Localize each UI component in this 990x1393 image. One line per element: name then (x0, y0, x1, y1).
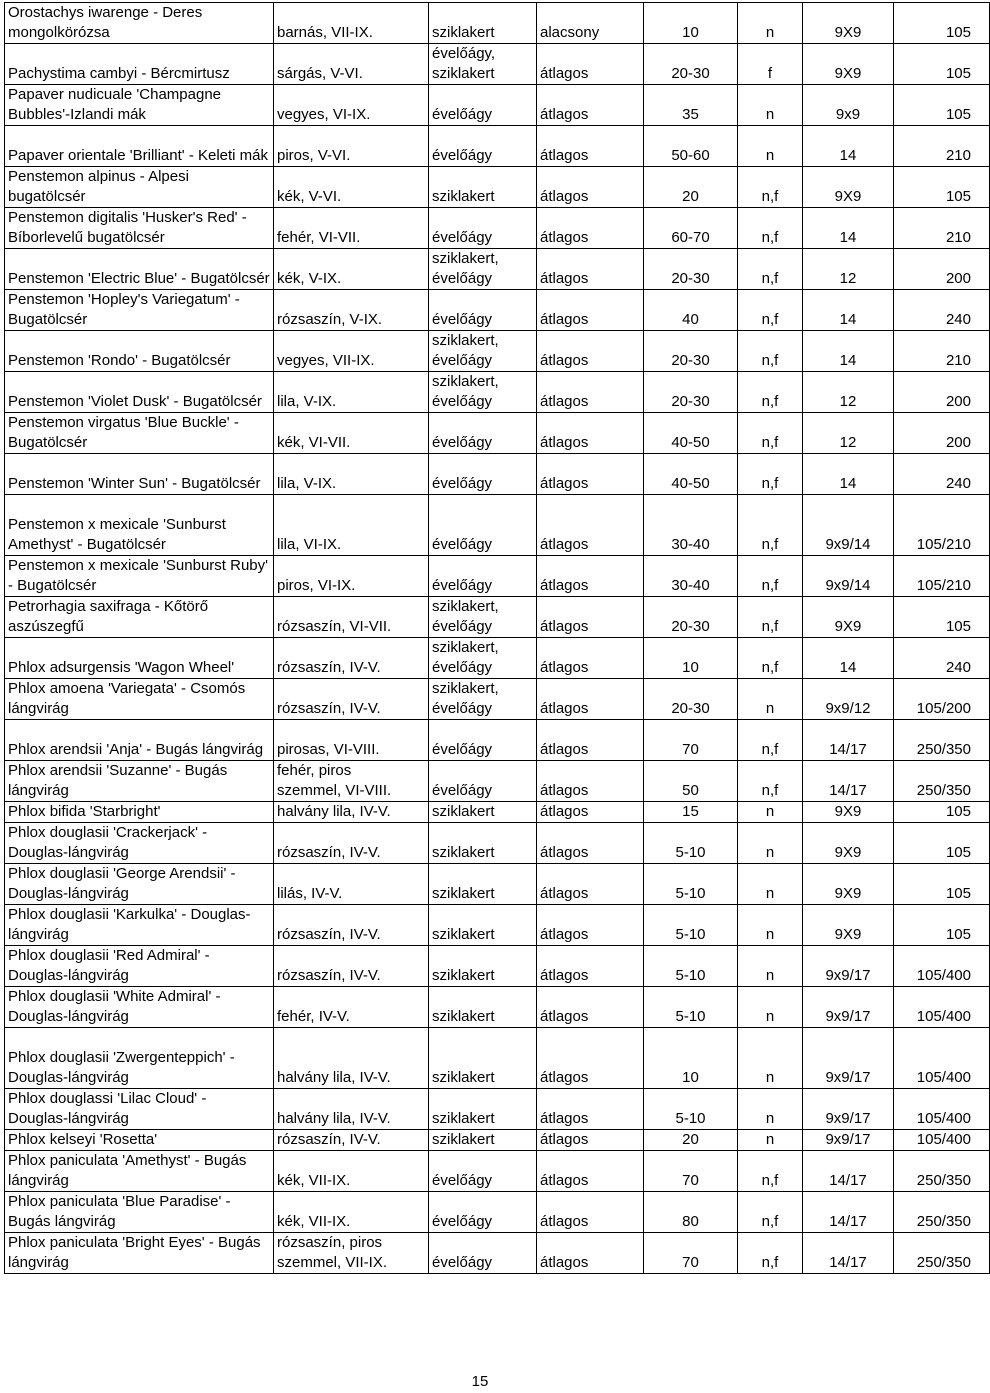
cell-flower-color-period: kék, V-VI. (274, 167, 429, 208)
cell-location: évelőágy (429, 1192, 537, 1233)
cell-pot-size: 12 (803, 372, 894, 413)
cell-price: 200 (894, 372, 990, 413)
cell-water-need: átlagos (537, 85, 644, 126)
cell-plant-name: Penstemon x mexicale 'Sunburst Amethyst' - Bugatölcsér (5, 495, 274, 556)
cell-plant-name: Phlox adsurgensis 'Wagon Wheel' (5, 638, 274, 679)
cell-light: n (738, 946, 803, 987)
cell-flower-color-period: rózsaszín, IV-V. (274, 905, 429, 946)
cell-light: n,f (738, 1192, 803, 1233)
cell-price: 250/350 (894, 1192, 990, 1233)
cell-location: évelőágy (429, 556, 537, 597)
cell-plant-name: Papaver orientale 'Brilliant' - Keleti mák (5, 126, 274, 167)
cell-water-need: átlagos (537, 167, 644, 208)
cell-flower-color-period: rózsaszín, IV-V. (274, 823, 429, 864)
cell-light: n (738, 1028, 803, 1089)
cell-water-need: átlagos (537, 864, 644, 905)
cell-light: n (738, 679, 803, 720)
cell-plant-name: Phlox douglasii 'Crackerjack' - Douglas-lángvirág (5, 823, 274, 864)
cell-light: n,f (738, 290, 803, 331)
cell-light: f (738, 44, 803, 85)
table-row (5, 85, 990, 126)
cell-price: 105/400 (894, 987, 990, 1028)
cell-location: sziklakert, évelőágy (429, 372, 537, 413)
cell-water-need: átlagos (537, 126, 644, 167)
cell-plant-name: Phlox douglassi 'Lilac Cloud' - Douglas-lángvirág (5, 1089, 274, 1130)
cell-flower-color-period: piros, V-VI. (274, 126, 429, 167)
cell-water-need: átlagos (537, 1233, 644, 1274)
cell-light: n,f (738, 556, 803, 597)
cell-plant-name: Phlox douglasii 'George Arendsii' - Douglas-lángvirág (5, 864, 274, 905)
cell-location: évelőágy (429, 1151, 537, 1192)
cell-water-need: alacsony (537, 3, 644, 44)
table-row (5, 290, 990, 331)
cell-water-need: átlagos (537, 290, 644, 331)
cell-flower-color-period: sárgás, V-VI. (274, 44, 429, 85)
cell-pot-size: 14/17 (803, 720, 894, 761)
cell-light: n,f (738, 331, 803, 372)
cell-height: 5-10 (644, 987, 738, 1028)
plant-table (4, 2, 990, 1274)
cell-light: n,f (738, 249, 803, 290)
table-row (5, 167, 990, 208)
cell-water-need: átlagos (537, 208, 644, 249)
cell-location: sziklakert (429, 167, 537, 208)
table-row (5, 905, 990, 946)
cell-flower-color-period: rózsaszín, IV-V. (274, 1130, 429, 1151)
cell-light: n,f (738, 413, 803, 454)
cell-plant-name: Phlox douglasii 'Zwergenteppich' - Douglas-lángvirág (5, 1028, 274, 1089)
cell-location: évelőágy (429, 495, 537, 556)
cell-location: sziklakert, évelőágy (429, 597, 537, 638)
cell-location: sziklakert (429, 1130, 537, 1151)
cell-height: 40-50 (644, 454, 738, 495)
table-row (5, 987, 990, 1028)
cell-height: 20 (644, 167, 738, 208)
cell-height: 70 (644, 720, 738, 761)
cell-plant-name: Penstemon virgatus 'Blue Buckle' - Bugatölcsér (5, 413, 274, 454)
cell-plant-name: Petrorhagia saxifraga - Kőtörő aszúszegfű (5, 597, 274, 638)
cell-price: 105/400 (894, 1089, 990, 1130)
table-row (5, 638, 990, 679)
cell-height: 5-10 (644, 1089, 738, 1130)
cell-height: 20-30 (644, 597, 738, 638)
cell-flower-color-period: vegyes, VII-IX. (274, 331, 429, 372)
cell-plant-name: Penstemon 'Winter Sun' - Bugatölcsér (5, 454, 274, 495)
cell-light: n (738, 1089, 803, 1130)
cell-pot-size: 14 (803, 454, 894, 495)
cell-light: n,f (738, 1151, 803, 1192)
cell-height: 5-10 (644, 864, 738, 905)
cell-pot-size: 9x9/17 (803, 1130, 894, 1151)
cell-height: 50 (644, 761, 738, 802)
table-row (5, 556, 990, 597)
cell-location: sziklakert, évelőágy (429, 679, 537, 720)
cell-price: 105/400 (894, 1028, 990, 1089)
cell-flower-color-period: pirosas, VI-VIII. (274, 720, 429, 761)
cell-flower-color-period: fehér, VI-VII. (274, 208, 429, 249)
cell-pot-size: 9x9/17 (803, 1089, 894, 1130)
cell-flower-color-period: kék, VII-IX. (274, 1151, 429, 1192)
cell-plant-name: Phlox paniculata 'Blue Paradise' - Bugás lángvirág (5, 1192, 274, 1233)
cell-pot-size: 12 (803, 249, 894, 290)
cell-light: n,f (738, 454, 803, 495)
cell-pot-size: 9x9 (803, 85, 894, 126)
cell-light: n (738, 1130, 803, 1151)
cell-water-need: átlagos (537, 638, 644, 679)
cell-pot-size: 9x9/17 (803, 1028, 894, 1089)
cell-pot-size: 14/17 (803, 1151, 894, 1192)
cell-pot-size: 9X9 (803, 3, 894, 44)
cell-height: 40 (644, 290, 738, 331)
cell-flower-color-period: vegyes, VI-IX. (274, 85, 429, 126)
table-row (5, 1192, 990, 1233)
cell-pot-size: 14/17 (803, 1192, 894, 1233)
cell-height: 30-40 (644, 556, 738, 597)
cell-plant-name: Penstemon x mexicale 'Sunburst Ruby' - Bugatölcsér (5, 556, 274, 597)
cell-water-need: átlagos (537, 905, 644, 946)
cell-plant-name: Penstemon alpinus - Alpesi bugatölcsér (5, 167, 274, 208)
cell-height: 70 (644, 1233, 738, 1274)
cell-price: 105 (894, 905, 990, 946)
cell-price: 105/400 (894, 946, 990, 987)
cell-plant-name: Phlox arendsii 'Suzanne' - Bugás lángvirág (5, 761, 274, 802)
cell-height: 10 (644, 1028, 738, 1089)
cell-height: 20-30 (644, 331, 738, 372)
cell-location: évelőágy (429, 454, 537, 495)
cell-price: 105/400 (894, 1130, 990, 1151)
cell-price: 240 (894, 638, 990, 679)
cell-pot-size: 14/17 (803, 761, 894, 802)
cell-location: évelőágy (429, 85, 537, 126)
cell-pot-size: 14 (803, 290, 894, 331)
cell-water-need: átlagos (537, 1192, 644, 1233)
cell-pot-size: 9x9/17 (803, 946, 894, 987)
cell-flower-color-period: rózsaszín, VI-VII. (274, 597, 429, 638)
cell-plant-name: Phlox douglasii 'White Admiral' - Douglas-lángvirág (5, 987, 274, 1028)
cell-price: 250/350 (894, 761, 990, 802)
cell-location: sziklakert, évelőágy (429, 331, 537, 372)
cell-price: 105/200 (894, 679, 990, 720)
plant-table-body (5, 3, 990, 1274)
cell-flower-color-period: lilás, IV-V. (274, 864, 429, 905)
table-row (5, 761, 990, 802)
cell-location: évelőágy (429, 413, 537, 454)
cell-flower-color-period: halvány lila, IV-V. (274, 1089, 429, 1130)
cell-price: 105 (894, 167, 990, 208)
table-row (5, 1089, 990, 1130)
cell-pot-size: 14/17 (803, 1233, 894, 1274)
cell-light: n (738, 864, 803, 905)
cell-pot-size: 9x9/17 (803, 987, 894, 1028)
cell-height: 5-10 (644, 905, 738, 946)
cell-flower-color-period: lila, V-IX. (274, 454, 429, 495)
cell-flower-color-period: kék, VI-VII. (274, 413, 429, 454)
cell-location: évelőágy (429, 720, 537, 761)
cell-light: n (738, 905, 803, 946)
table-row (5, 720, 990, 761)
cell-height: 80 (644, 1192, 738, 1233)
cell-light: n (738, 3, 803, 44)
cell-flower-color-period: fehér, IV-V. (274, 987, 429, 1028)
cell-pot-size: 14 (803, 208, 894, 249)
table-row (5, 802, 990, 823)
cell-plant-name: Phlox arendsii 'Anja' - Bugás lángvirág (5, 720, 274, 761)
table-row (5, 1130, 990, 1151)
cell-pot-size: 14 (803, 638, 894, 679)
cell-plant-name: Phlox paniculata 'Bright Eyes' - Bugás lángvirág (5, 1233, 274, 1274)
cell-price: 210 (894, 126, 990, 167)
cell-price: 250/350 (894, 1233, 990, 1274)
cell-pot-size: 9x9/14 (803, 556, 894, 597)
table-row (5, 249, 990, 290)
cell-water-need: átlagos (537, 679, 644, 720)
cell-location: sziklakert (429, 987, 537, 1028)
cell-location: évelőágy (429, 126, 537, 167)
cell-price: 210 (894, 331, 990, 372)
table-row (5, 413, 990, 454)
cell-light: n (738, 85, 803, 126)
cell-light: n (738, 823, 803, 864)
cell-location: sziklakert (429, 1089, 537, 1130)
table-row (5, 44, 990, 85)
cell-flower-color-period: kék, V-IX. (274, 249, 429, 290)
table-row (5, 679, 990, 720)
cell-height: 10 (644, 638, 738, 679)
table-row (5, 1233, 990, 1274)
cell-pot-size: 9X9 (803, 167, 894, 208)
cell-plant-name: Phlox amoena 'Variegata' - Csomós lángvirág (5, 679, 274, 720)
cell-light: n,f (738, 372, 803, 413)
cell-water-need: átlagos (537, 372, 644, 413)
cell-location: évelőágy (429, 1233, 537, 1274)
cell-pot-size: 14 (803, 126, 894, 167)
cell-location: évelőágy (429, 290, 537, 331)
cell-pot-size: 9X9 (803, 864, 894, 905)
cell-water-need: átlagos (537, 987, 644, 1028)
table-row (5, 1028, 990, 1089)
cell-flower-color-period: rózsaszín, IV-V. (274, 946, 429, 987)
table-row (5, 3, 990, 44)
cell-plant-name: Orostachys iwarenge - Deres mongolkörózsa (5, 3, 274, 44)
cell-water-need: átlagos (537, 802, 644, 823)
table-row (5, 208, 990, 249)
cell-height: 50-60 (644, 126, 738, 167)
cell-pot-size: 12 (803, 413, 894, 454)
cell-plant-name: Penstemon 'Hopley's Variegatum' - Bugatölcsér (5, 290, 274, 331)
cell-location: sziklakert (429, 946, 537, 987)
cell-price: 210 (894, 208, 990, 249)
cell-price: 105 (894, 44, 990, 85)
cell-water-need: átlagos (537, 556, 644, 597)
cell-flower-color-period: piros, VI-IX. (274, 556, 429, 597)
cell-water-need: átlagos (537, 597, 644, 638)
cell-plant-name: Penstemon digitalis 'Husker's Red' - Bíborlevelű bugatölcsér (5, 208, 274, 249)
cell-flower-color-period: halvány lila, IV-V. (274, 1028, 429, 1089)
cell-water-need: átlagos (537, 1089, 644, 1130)
cell-pot-size: 9X9 (803, 905, 894, 946)
cell-price: 105 (894, 823, 990, 864)
cell-price: 105 (894, 3, 990, 44)
cell-plant-name: Penstemon 'Violet Dusk' - Bugatölcsér (5, 372, 274, 413)
cell-pot-size: 9X9 (803, 597, 894, 638)
cell-water-need: átlagos (537, 413, 644, 454)
table-row (5, 864, 990, 905)
cell-price: 250/350 (894, 720, 990, 761)
cell-price: 105/210 (894, 495, 990, 556)
cell-pot-size: 14 (803, 331, 894, 372)
cell-water-need: átlagos (537, 249, 644, 290)
cell-plant-name: Pachystima cambyi - Bércmirtusz (5, 44, 274, 85)
cell-plant-name: Phlox bifida 'Starbright' (5, 802, 274, 823)
cell-pot-size: 9X9 (803, 44, 894, 85)
cell-light: n (738, 126, 803, 167)
cell-pot-size: 9x9/12 (803, 679, 894, 720)
table-row (5, 126, 990, 167)
cell-light: n,f (738, 597, 803, 638)
cell-flower-color-period: rózsaszín, IV-V. (274, 638, 429, 679)
cell-water-need: átlagos (537, 1151, 644, 1192)
cell-height: 20-30 (644, 372, 738, 413)
cell-light: n (738, 802, 803, 823)
table-row (5, 454, 990, 495)
cell-height: 15 (644, 802, 738, 823)
table-row (5, 331, 990, 372)
cell-height: 20-30 (644, 44, 738, 85)
table-row (5, 495, 990, 556)
cell-price: 105 (894, 864, 990, 905)
cell-price: 105 (894, 802, 990, 823)
cell-location: sziklakert (429, 1028, 537, 1089)
cell-water-need: átlagos (537, 946, 644, 987)
cell-flower-color-period: lila, V-IX. (274, 372, 429, 413)
page-number: 15 (471, 1373, 489, 1390)
cell-location: sziklakert (429, 864, 537, 905)
table-row (5, 1151, 990, 1192)
cell-height: 70 (644, 1151, 738, 1192)
cell-price: 200 (894, 413, 990, 454)
cell-height: 40-50 (644, 413, 738, 454)
cell-light: n,f (738, 208, 803, 249)
cell-price: 240 (894, 454, 990, 495)
cell-flower-color-period: lila, VI-IX. (274, 495, 429, 556)
table-row (5, 372, 990, 413)
cell-price: 105 (894, 597, 990, 638)
cell-height: 10 (644, 3, 738, 44)
cell-height: 60-70 (644, 208, 738, 249)
cell-height: 20-30 (644, 249, 738, 290)
cell-price: 105/210 (894, 556, 990, 597)
table-row (5, 823, 990, 864)
cell-water-need: átlagos (537, 1130, 644, 1151)
cell-price: 200 (894, 249, 990, 290)
cell-height: 5-10 (644, 946, 738, 987)
cell-pot-size: 9X9 (803, 823, 894, 864)
cell-water-need: átlagos (537, 761, 644, 802)
cell-flower-color-period: kék, VII-IX. (274, 1192, 429, 1233)
cell-height: 35 (644, 85, 738, 126)
cell-water-need: átlagos (537, 331, 644, 372)
cell-light: n,f (738, 167, 803, 208)
cell-water-need: átlagos (537, 1028, 644, 1089)
cell-location: sziklakert (429, 905, 537, 946)
cell-plant-name: Penstemon 'Rondo' - Bugatölcsér (5, 331, 274, 372)
cell-location: sziklakert, évelőágy (429, 638, 537, 679)
cell-flower-color-period: halvány lila, IV-V. (274, 802, 429, 823)
cell-height: 20 (644, 1130, 738, 1151)
cell-flower-color-period: fehér, piros szemmel, VI-VIII. (274, 761, 429, 802)
cell-water-need: átlagos (537, 454, 644, 495)
cell-light: n,f (738, 495, 803, 556)
cell-location: évelőágy (429, 208, 537, 249)
cell-height: 30-40 (644, 495, 738, 556)
table-row (5, 597, 990, 638)
cell-light: n,f (738, 720, 803, 761)
cell-location: sziklakert (429, 823, 537, 864)
cell-plant-name: Penstemon 'Electric Blue' - Bugatölcsér (5, 249, 274, 290)
cell-plant-name: Phlox kelseyi 'Rosetta' (5, 1130, 274, 1151)
cell-light: n,f (738, 1233, 803, 1274)
cell-location: évelőágy (429, 761, 537, 802)
cell-water-need: átlagos (537, 823, 644, 864)
table-row (5, 946, 990, 987)
cell-price: 240 (894, 290, 990, 331)
cell-flower-color-period: barnás, VII-IX. (274, 3, 429, 44)
cell-location: sziklakert, évelőágy (429, 249, 537, 290)
cell-height: 20-30 (644, 679, 738, 720)
cell-water-need: átlagos (537, 44, 644, 85)
cell-water-need: átlagos (537, 720, 644, 761)
cell-plant-name: Papaver nudicuale 'Champagne Bubbles'-Izlandi mák (5, 85, 274, 126)
cell-plant-name: Phlox paniculata 'Amethyst' - Bugás lángvirág (5, 1151, 274, 1192)
cell-flower-color-period: rózsaszín, IV-V. (274, 679, 429, 720)
cell-flower-color-period: rózsaszín, piros szemmel, VII-IX. (274, 1233, 429, 1274)
cell-pot-size: 9X9 (803, 802, 894, 823)
cell-location: évelőágy, sziklakert (429, 44, 537, 85)
cell-light: n,f (738, 761, 803, 802)
cell-light: n,f (738, 638, 803, 679)
cell-plant-name: Phlox douglasii 'Red Admiral' - Douglas-lángvirág (5, 946, 274, 987)
cell-flower-color-period: rózsaszín, V-IX. (274, 290, 429, 331)
cell-location: sziklakert (429, 802, 537, 823)
cell-location: sziklakert (429, 3, 537, 44)
cell-plant-name: Phlox douglasii 'Karkulka' - Douglas-lángvirág (5, 905, 274, 946)
cell-price: 250/350 (894, 1151, 990, 1192)
cell-pot-size: 9x9/14 (803, 495, 894, 556)
cell-height: 5-10 (644, 823, 738, 864)
cell-water-need: átlagos (537, 495, 644, 556)
cell-light: n (738, 987, 803, 1028)
cell-price: 105 (894, 85, 990, 126)
